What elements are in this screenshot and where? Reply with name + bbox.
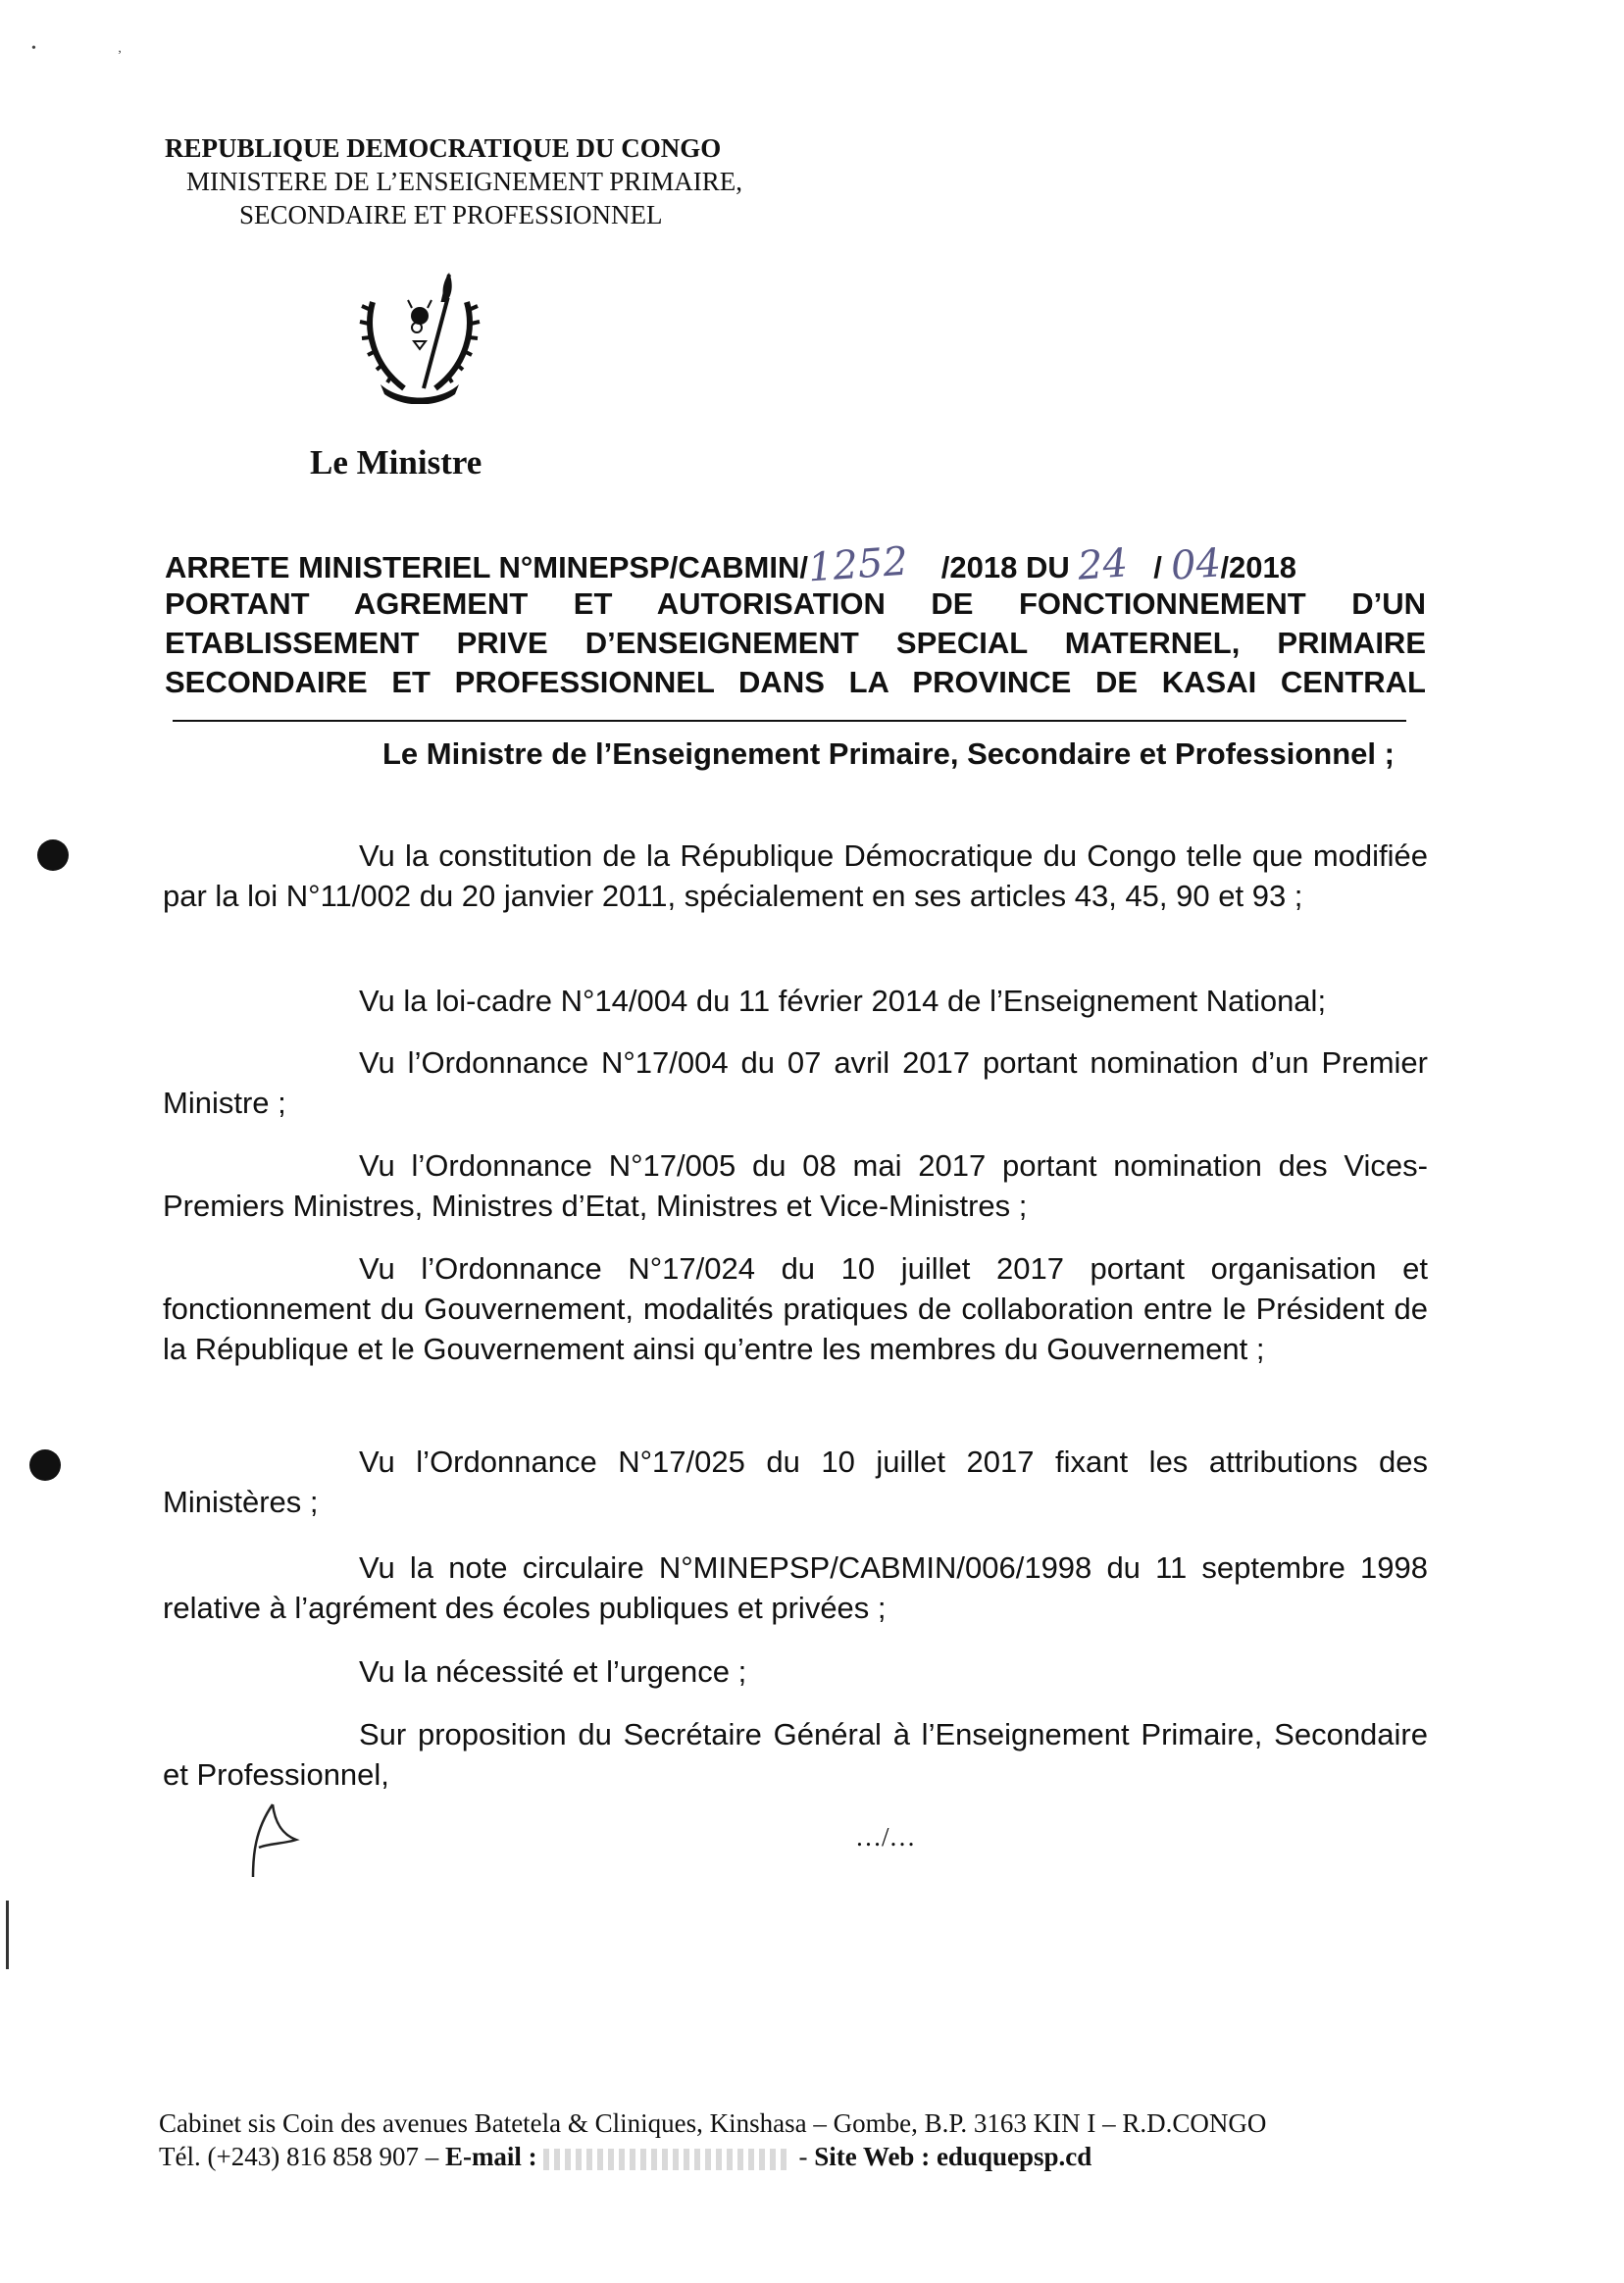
minister-statement [163, 734, 1428, 774]
minister-role-title: Le Ministre [310, 443, 482, 482]
recital-text: Vu la nécessité et l’urgence ; [359, 1654, 747, 1689]
decree-title-line-2: PORTANT AGREMENT ET AUTORISATION DE FONCTIONNEMENT D’UN [165, 586, 1426, 621]
title-underline [173, 720, 1406, 722]
handwritten-initials-icon [245, 1801, 304, 1879]
decree-year-separator: /2018 DU [940, 550, 1070, 584]
recital-text: Sur proposition du Secrétaire Général à l’Enseignement Primaire, Secondaire et Professionnel, [163, 1717, 1428, 1792]
recital-paragraph [163, 1042, 1428, 1123]
page-continuation-mark: …/… [855, 1822, 916, 1852]
coat-of-arms-emblem-icon [351, 271, 488, 404]
decree-number-handwritten: 1252 [806, 538, 910, 591]
decree-title-line-3: ETABLISSEMENT PRIVE D’ENSEIGNEMENT SPECIAL MATERNEL, PRIMAIRE [165, 626, 1426, 660]
decree-prefix: ARRETE MINISTERIEL N°MINEPSP/CABMIN/ [165, 550, 808, 584]
recital-paragraph [163, 836, 1428, 916]
recital-text: Vu l’Ordonnance N°17/005 du 08 mai 2017 portant nomination des Vices-Premiers Ministres, Ministres d’Etat, Ministres et Vice-Ministres ; [163, 1148, 1428, 1223]
footer-separator: - [791, 2142, 815, 2171]
footer-phone: Tél. (+243) 816 858 907 – [159, 2142, 445, 2171]
footer-site-label: Site Web : [814, 2142, 931, 2171]
recital-text: Vu l’Ordonnance N°17/004 du 07 avril 2017 portant nomination d’un Premier Ministre ; [163, 1045, 1428, 1120]
decree-date-separator: / [1153, 550, 1162, 584]
footer-contact [159, 2142, 1091, 2172]
decree-month-handwritten: 04 [1168, 540, 1222, 589]
recital-text: Vu la constitution de la République Démocratique du Congo telle que modifiée par la loi N°11/002 du 20 janvier 2011, spécialement en ses articles 43, 45, 90 et 93 ; [163, 838, 1428, 913]
recital-paragraph [163, 1714, 1428, 1795]
scan-marks: • , [31, 41, 161, 56]
footer-email-label: E-mail : [444, 2142, 537, 2171]
ministry-line-2: SECONDAIRE ET PROFESSIONNEL [239, 200, 663, 229]
decree-day-handwritten: 24 [1076, 540, 1130, 589]
binder-hole-mark [37, 839, 69, 871]
recital-paragraph [163, 1248, 1428, 1369]
recital-paragraph [163, 981, 1428, 1021]
decree-title-line-4: SECONDAIRE ET PROFESSIONNEL DANS LA PROVINCE DE KASAI CENTRAL [165, 665, 1426, 699]
recital-paragraph [163, 1145, 1428, 1226]
decree-title-line-1 [165, 538, 1426, 591]
binder-hole-mark [29, 1449, 61, 1481]
republic-heading: REPUBLIQUE DEMOCRATIQUE DU CONGO [165, 133, 722, 163]
recital-paragraph [163, 1547, 1428, 1628]
redacted-email [543, 2149, 787, 2170]
recital-text: Vu la note circulaire N°MINEPSP/CABMIN/006/1998 du 11 septembre 1998 relative à l’agrément des écoles publiques et privées ; [163, 1550, 1428, 1625]
recital-text: Vu l’Ordonnance N°17/025 du 10 juillet 2017 fixant les attributions des Ministères ; [163, 1445, 1428, 1519]
ministry-line-1: MINISTERE DE L’ENSEIGNEMENT PRIMAIRE, [186, 167, 742, 196]
scan-edge-line [6, 1901, 9, 1969]
footer-address: Cabinet sis Coin des avenues Batetela & Cliniques, Kinshasa – Gombe, B.P. 3163 KIN I – R.D.CONGO [159, 2108, 1267, 2138]
footer-site-link[interactable]: eduquepsp.cd [930, 2142, 1092, 2171]
recital-text: Vu l’Ordonnance N°17/024 du 10 juillet 2017 portant organisation et fonctionnement du Gouvernement, modalités pratiques de collaboration entre le Président de la République et le Gouvernement ainsi qu’entre les membres du Gouvernement ; [163, 1251, 1428, 1366]
minister-statement-text: Le Ministre de l’Enseignement Primaire, Secondaire et Professionnel ; [382, 736, 1395, 771]
recital-paragraph [163, 1442, 1428, 1522]
decree-year-end: /2018 [1220, 550, 1297, 584]
recital-text: Vu la loi-cadre N°14/004 du 11 février 2014 de l’Enseignement National; [359, 984, 1327, 1018]
recital-paragraph [163, 1651, 1428, 1692]
